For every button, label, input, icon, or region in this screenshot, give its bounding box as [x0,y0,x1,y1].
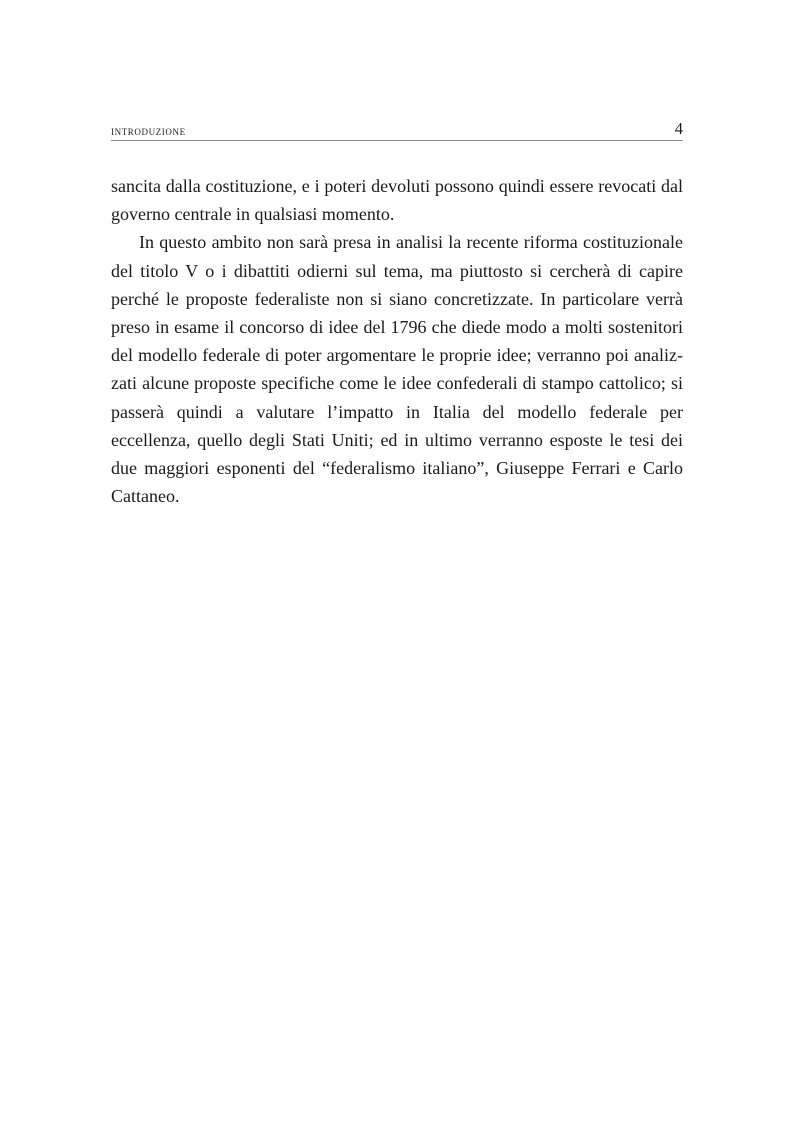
paragraph: In questo ambito non sarà presa in analisi la recente riforma costituzionale del titolo V o i dibattiti odierni sul tema, ma piuttosto si cercherà di capire perché le proposte federaliste non si siano concretizzate. In particolare verrà preso in esame il concorso di idee del 1796 che diede modo a molti sostenitori del modello federale di poter argomentare le proprie idee; verranno poi analizzati alcune proposte specifiche come le idee confederali di stampo cattolico; si passerà quindi a valutare l’impatto in Italia del modello federale per eccellenza, quello degli Stati Uniti; ed in ultimo verranno esposte le tesi dei due maggiori esponenti del “federalismo italiano”, Giuseppe Ferrari e Carlo Cattaneo. [111,232,683,507]
running-title: introduzione [111,124,186,138]
body-text [111,172,683,510]
page-number: 4 [674,119,683,138]
paragraph-continuation: sancita dalla costituzione, e i poteri devoluti possono quindi essere revocati dal governo centrale in qualsiasi momento. [111,176,683,225]
page [111,118,683,510]
running-header [111,118,683,141]
